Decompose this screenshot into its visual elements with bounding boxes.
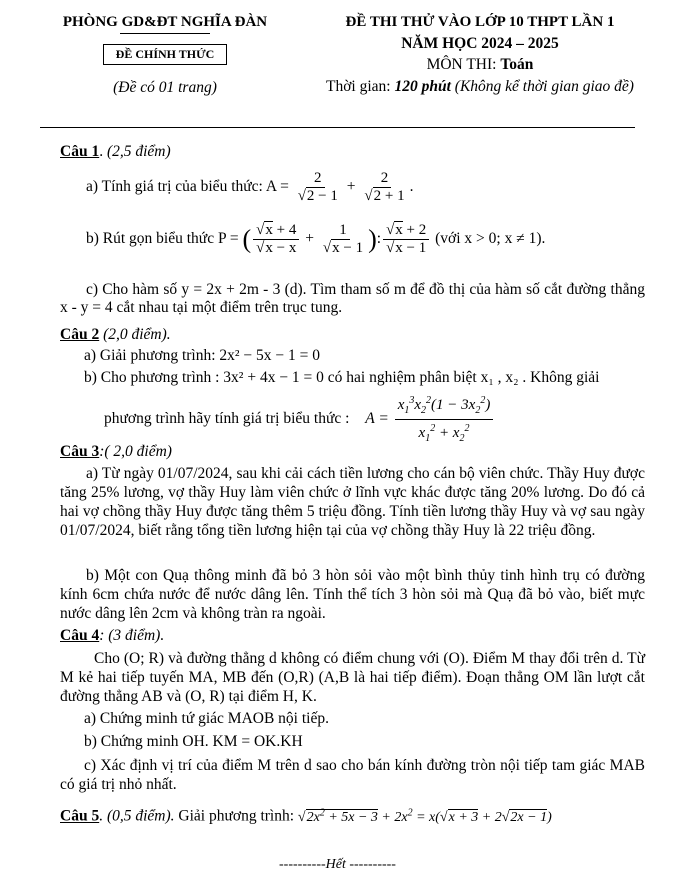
fraction-4: $\frac{1}{√x - 1}$: [322, 222, 364, 256]
q4-part-a: a) Chứng minh tứ giác MAOB nội tiếp.: [84, 710, 329, 727]
education-office: PHÒNG GD&ĐT NGHĨA ĐÀN: [62, 14, 268, 30]
q1-part-b: b) Rút gọn biểu thức P = ( $\frac{√x + 4}{√x - x}$ + $\frac{1}{√x - 1}$ ): $\frac{√x + 2}{√x - 1}$ (với x > 0; x ≠ 1).: [86, 222, 546, 256]
q1-b-condition: (với x > 0; x ≠ 1).: [435, 230, 546, 248]
question-4-heading: [60, 627, 645, 645]
q5-title: Câu 5: [60, 807, 100, 825]
q5-points: . (0,5 điểm).: [99, 807, 175, 825]
q4-points: : (3 điểm).: [99, 627, 165, 644]
q5-text: Giải phương trình:: [178, 807, 295, 825]
q5-equation: $√2x^2 + 5x - 3 + 2x^2 = x(√x + 3 + 2√2x - 1)$: [297, 807, 552, 825]
question-5: [60, 804, 645, 827]
q1-b-text: b) Rút gọn biểu thức P =: [86, 230, 239, 248]
fraction-1: $\frac{2}{√2 - 1}$: [297, 170, 338, 204]
time-line: [300, 78, 660, 96]
q2-points: (2,0 điểm).: [103, 326, 171, 343]
end-marker: ----------Hết ----------: [279, 857, 396, 872]
subject-name: Toán: [500, 56, 534, 73]
q4-part-b: b) Chứng minh OH. KM = OK.KH: [84, 733, 303, 750]
question-2-heading: [60, 326, 645, 344]
q1-part-c: c) Cho hàm số y = 2x + 2m - 3 (d). Tìm tham số m để đồ thị của hàm số cắt đường thẳng x - y = 4 cắt nhau tại một điểm trên trục tung.: [60, 281, 645, 316]
exam-title: ĐỀ THI THỬ VÀO LỚP 10 THPT LẦN 1: [345, 14, 615, 30]
q4-intro: Cho (O; R) và đường thẳng d không có điểm chung với (O). Điểm M thay đổi trên d. Từ M kẻ hai tiếp tuyến MA, MB đến (O,R) (A,B là hai tiếp điểm). Đoạn thẳng OM lần lượt cắt đường thẳng AB và (O, R) tại điểm H, K.: [60, 650, 645, 705]
page-count-note: (Đề có 01 trang): [113, 79, 217, 96]
time-note: (Không kể thời gian giao đề): [454, 78, 634, 95]
q1-points: (2,5 điểm): [106, 143, 171, 160]
q3-points: :( 2,0 điểm): [99, 443, 172, 460]
fraction-3: $\frac{√x + 4}{√x - x}$: [253, 222, 299, 257]
time-value: 120 phút: [394, 78, 451, 95]
time-label: Thời gian:: [326, 78, 391, 95]
fraction-6: $\frac{x_1^3x_2^2(1 - 3x_2^2)}{x_1^2 + x_2^2}$: [395, 392, 494, 447]
q2-part-a: a) Giải phương trình: 2x² − 5x − 1 = 0: [84, 347, 321, 364]
q3-part-b: b) Một con Quạ thông minh đã bỏ 3 hòn sỏi vào một bình thủy tinh hình trụ có đường kính 6cm chứa nước để nước dâng lên. Tính thể tích 3 hòn sỏi mà Quạ đã bỏ vào, biết mực nước dâng lên 2cm và không tràn ra ngoài.: [60, 567, 645, 622]
q2-title: Câu 2: [60, 326, 100, 343]
header-separator: [40, 127, 635, 128]
q2-b-text2: phương trình hãy tính giá trị biểu thức :: [104, 410, 350, 428]
question-1-heading: Câu 1. (2,5 điểm): [60, 143, 171, 160]
official-stamp: ĐỀ CHÍNH THỨC: [103, 44, 228, 65]
q3-part-a: a) Từ ngày 01/07/2024, sau khi cải cách tiền lương cho cán bộ viên chức. Thầy Huy được tăng 25% lương, vợ thầy Huy làm viên chức ở lĩnh vực khác được tăng 20% lương. Do đó cả hai vợ chồng thầy Huy được tăng thêm 5 triệu đồng. Tính tiền lương thầy Huy và vợ sau ngày 01/07/2024, biết rằng tổng tiền lương hiện tại của vợ chồng thầy Huy là 22 triệu đồng.: [60, 465, 645, 539]
subject-label: MÔN THI:: [426, 56, 497, 73]
q2-part-b-cont: phương trình hãy tính giá trị biểu thức : A = $\frac{x_1^3x_2^2(1 - 3x_2^2)}{x_1^2 + x_2^2}$: [60, 392, 645, 447]
school-year: NĂM HỌC 2024 – 2025: [401, 35, 559, 52]
fraction-5: $\frac{√x + 2}{√x - 1}$: [383, 222, 429, 257]
q1-a-text: a) Tính giá trị của biểu thức: A =: [86, 178, 289, 196]
q1-part-a: a) Tính giá trị của biểu thức: A = $\frac{2}{√2 - 1}$ + $\frac{2}{√2 + 1}$ .: [86, 170, 414, 204]
subject-line: [300, 56, 660, 74]
q1-title: Câu 1: [60, 143, 100, 160]
header-left: [40, 14, 290, 97]
fraction-2: $\frac{2}{√2 + 1}$: [364, 170, 405, 204]
q4-title: Câu 4: [60, 627, 100, 644]
q2-part-b: b) Cho phương trình : 3x² + 4x − 1 = 0 có hai nghiệm phân biệt x₁ , x₂ . Không giải: [84, 369, 600, 386]
question-3-heading: [60, 443, 645, 461]
header-right: [300, 14, 660, 96]
q4-part-c: c) Xác định vị trí của điểm M trên d sao cho bán kính đường tròn nội tiếp tam giác MAB có giá trị nhỏ nhất.: [60, 757, 645, 793]
q3-title: Câu 3: [60, 443, 100, 460]
